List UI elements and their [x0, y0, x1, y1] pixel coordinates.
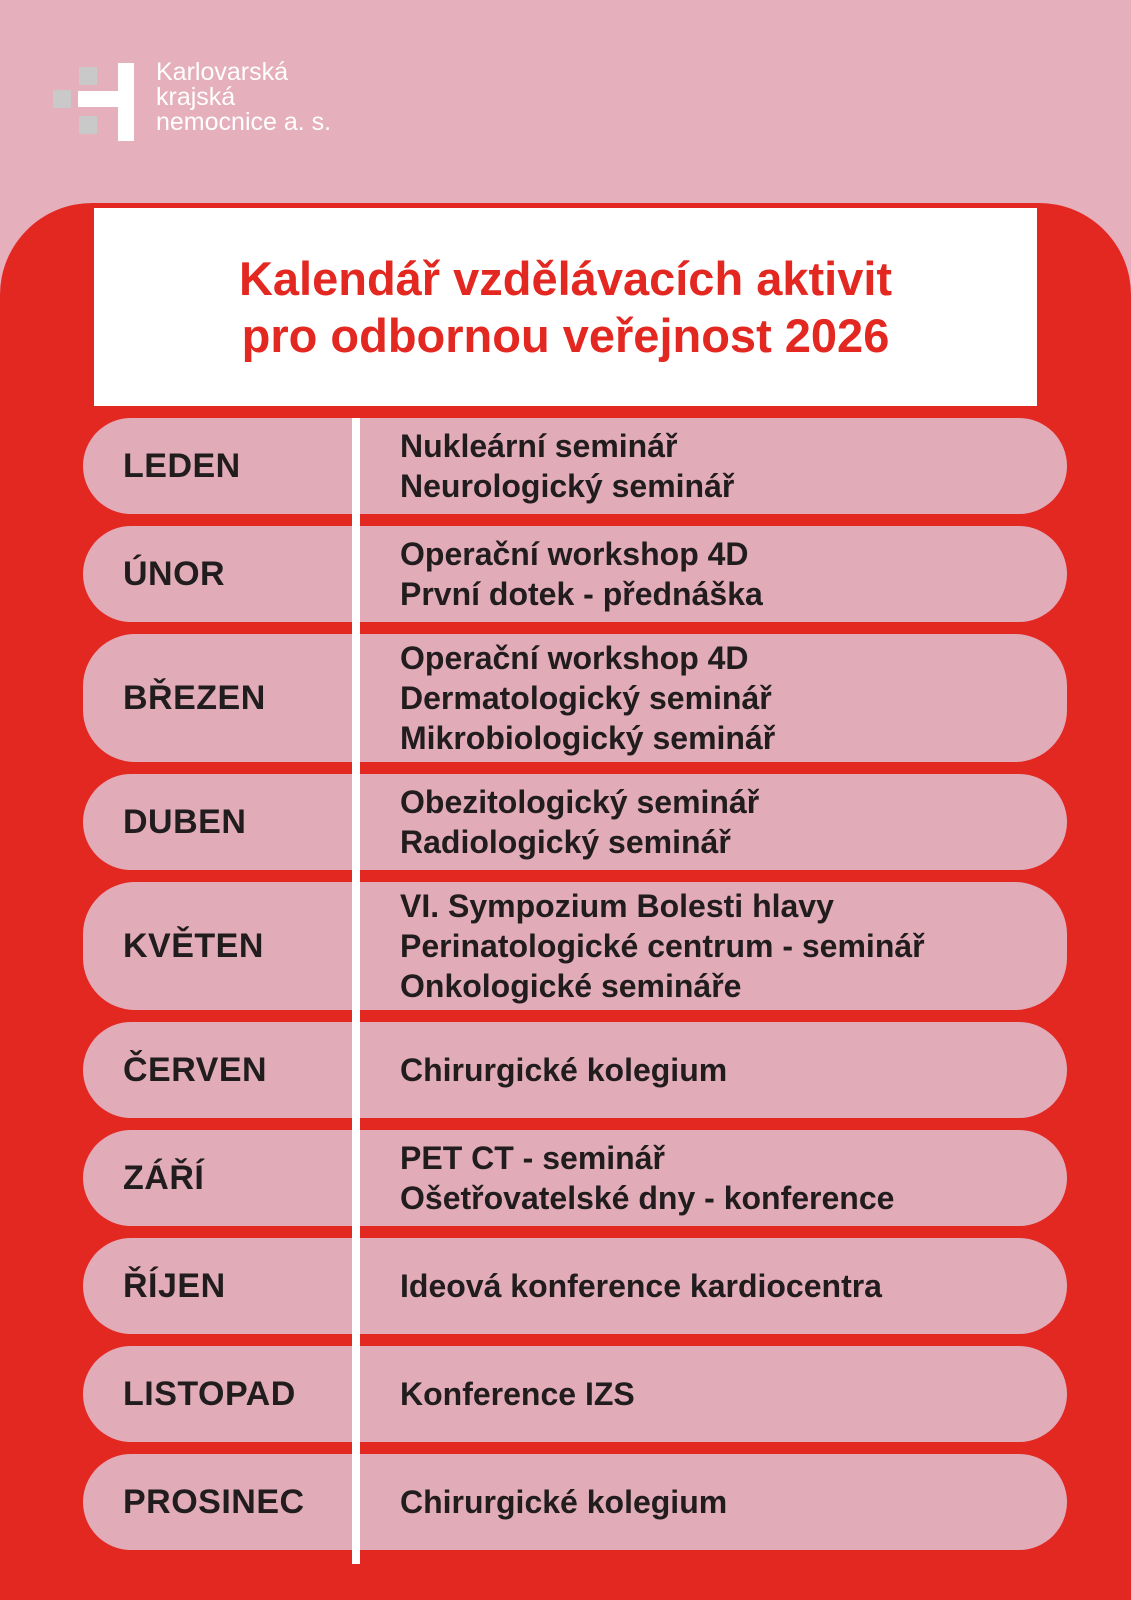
hospital-name-line2: krajská: [156, 83, 236, 111]
events-list: [353, 886, 1067, 1006]
hospital-logo: [53, 58, 331, 144]
events-list: [353, 782, 1067, 862]
logo-vertical-bar: [118, 63, 134, 141]
event-label: Operační workshop 4D: [400, 536, 749, 572]
events-list: [353, 1482, 1067, 1522]
month-label: ZÁŘÍ: [123, 1158, 205, 1197]
event-label: Mikrobiologický seminář: [400, 720, 776, 756]
calendar-row: [83, 1130, 1067, 1226]
column-divider: [352, 418, 360, 1564]
logo-square-bottom: [79, 116, 97, 134]
event-label: První dotek - přednáška: [400, 576, 763, 612]
calendar-row: [83, 1238, 1067, 1334]
calendar-rows: [83, 418, 1067, 1550]
hospital-name: [156, 60, 331, 144]
calendar-row: [83, 1346, 1067, 1442]
calendar-row: [83, 882, 1067, 1010]
events-list: [353, 1266, 1067, 1306]
events-list: [353, 426, 1067, 506]
calendar-row: [83, 634, 1067, 762]
calendar-row: [83, 1022, 1067, 1118]
month-label: KVĚTEN: [123, 926, 264, 965]
month-label: BŘEZEN: [123, 678, 266, 717]
page-title-line2: pro odbornou veřejnost 2026: [241, 309, 890, 362]
month-label: ŘÍJEN: [123, 1266, 226, 1305]
hospital-name-line1: Karlovarská: [156, 58, 288, 86]
logo-horizontal-bar: [78, 91, 120, 107]
month-label: PROSINEC: [123, 1482, 305, 1521]
calendar-row: [83, 774, 1067, 870]
event-label: Chirurgické kolegium: [400, 1052, 728, 1088]
event-label: Konference IZS: [400, 1376, 635, 1412]
month-label: LEDEN: [123, 446, 241, 485]
event-label: Ošetřovatelské dny - konference: [400, 1180, 895, 1216]
events-list: [353, 1138, 1067, 1218]
calendar-row: [83, 1454, 1067, 1550]
month-label: ČERVEN: [123, 1050, 268, 1089]
logo-square-top: [79, 67, 97, 85]
event-label: Chirurgické kolegium: [400, 1484, 728, 1520]
event-label: Operační workshop 4D: [400, 640, 749, 676]
title-box: [94, 208, 1037, 406]
events-list: [353, 638, 1067, 758]
calendar-row: [83, 418, 1067, 514]
month-label: LISTOPAD: [123, 1374, 296, 1413]
event-label: Ideová konference kardiocentra: [400, 1268, 882, 1304]
calendar-row: [83, 526, 1067, 622]
events-list: [353, 534, 1067, 614]
event-label: Onkologické semináře: [400, 968, 742, 1004]
hospital-name-line3: nemocnice a. s.: [156, 108, 332, 136]
hospital-cross-icon: [53, 58, 145, 144]
calendar-poster: [0, 203, 1131, 1600]
event-label: Dermatologický seminář: [400, 680, 772, 716]
month-label: ÚNOR: [123, 554, 226, 593]
page-title-line1: Kalendář vzdělávacích aktivit: [238, 252, 893, 305]
event-label: Obezitologický seminář: [400, 784, 760, 820]
events-list: [353, 1374, 1067, 1414]
event-label: Nukleární seminář: [400, 428, 678, 464]
event-label: Neurologický seminář: [400, 468, 735, 504]
event-label: Radiologický seminář: [400, 824, 731, 860]
logo-square-left: [53, 90, 71, 108]
event-label: VI. Sympozium Bolesti hlavy: [400, 888, 834, 924]
event-label: PET CT - seminář: [400, 1140, 665, 1176]
event-label: Perinatologické centrum - seminář: [400, 928, 925, 964]
events-list: [353, 1050, 1067, 1090]
month-label: DUBEN: [123, 802, 247, 841]
